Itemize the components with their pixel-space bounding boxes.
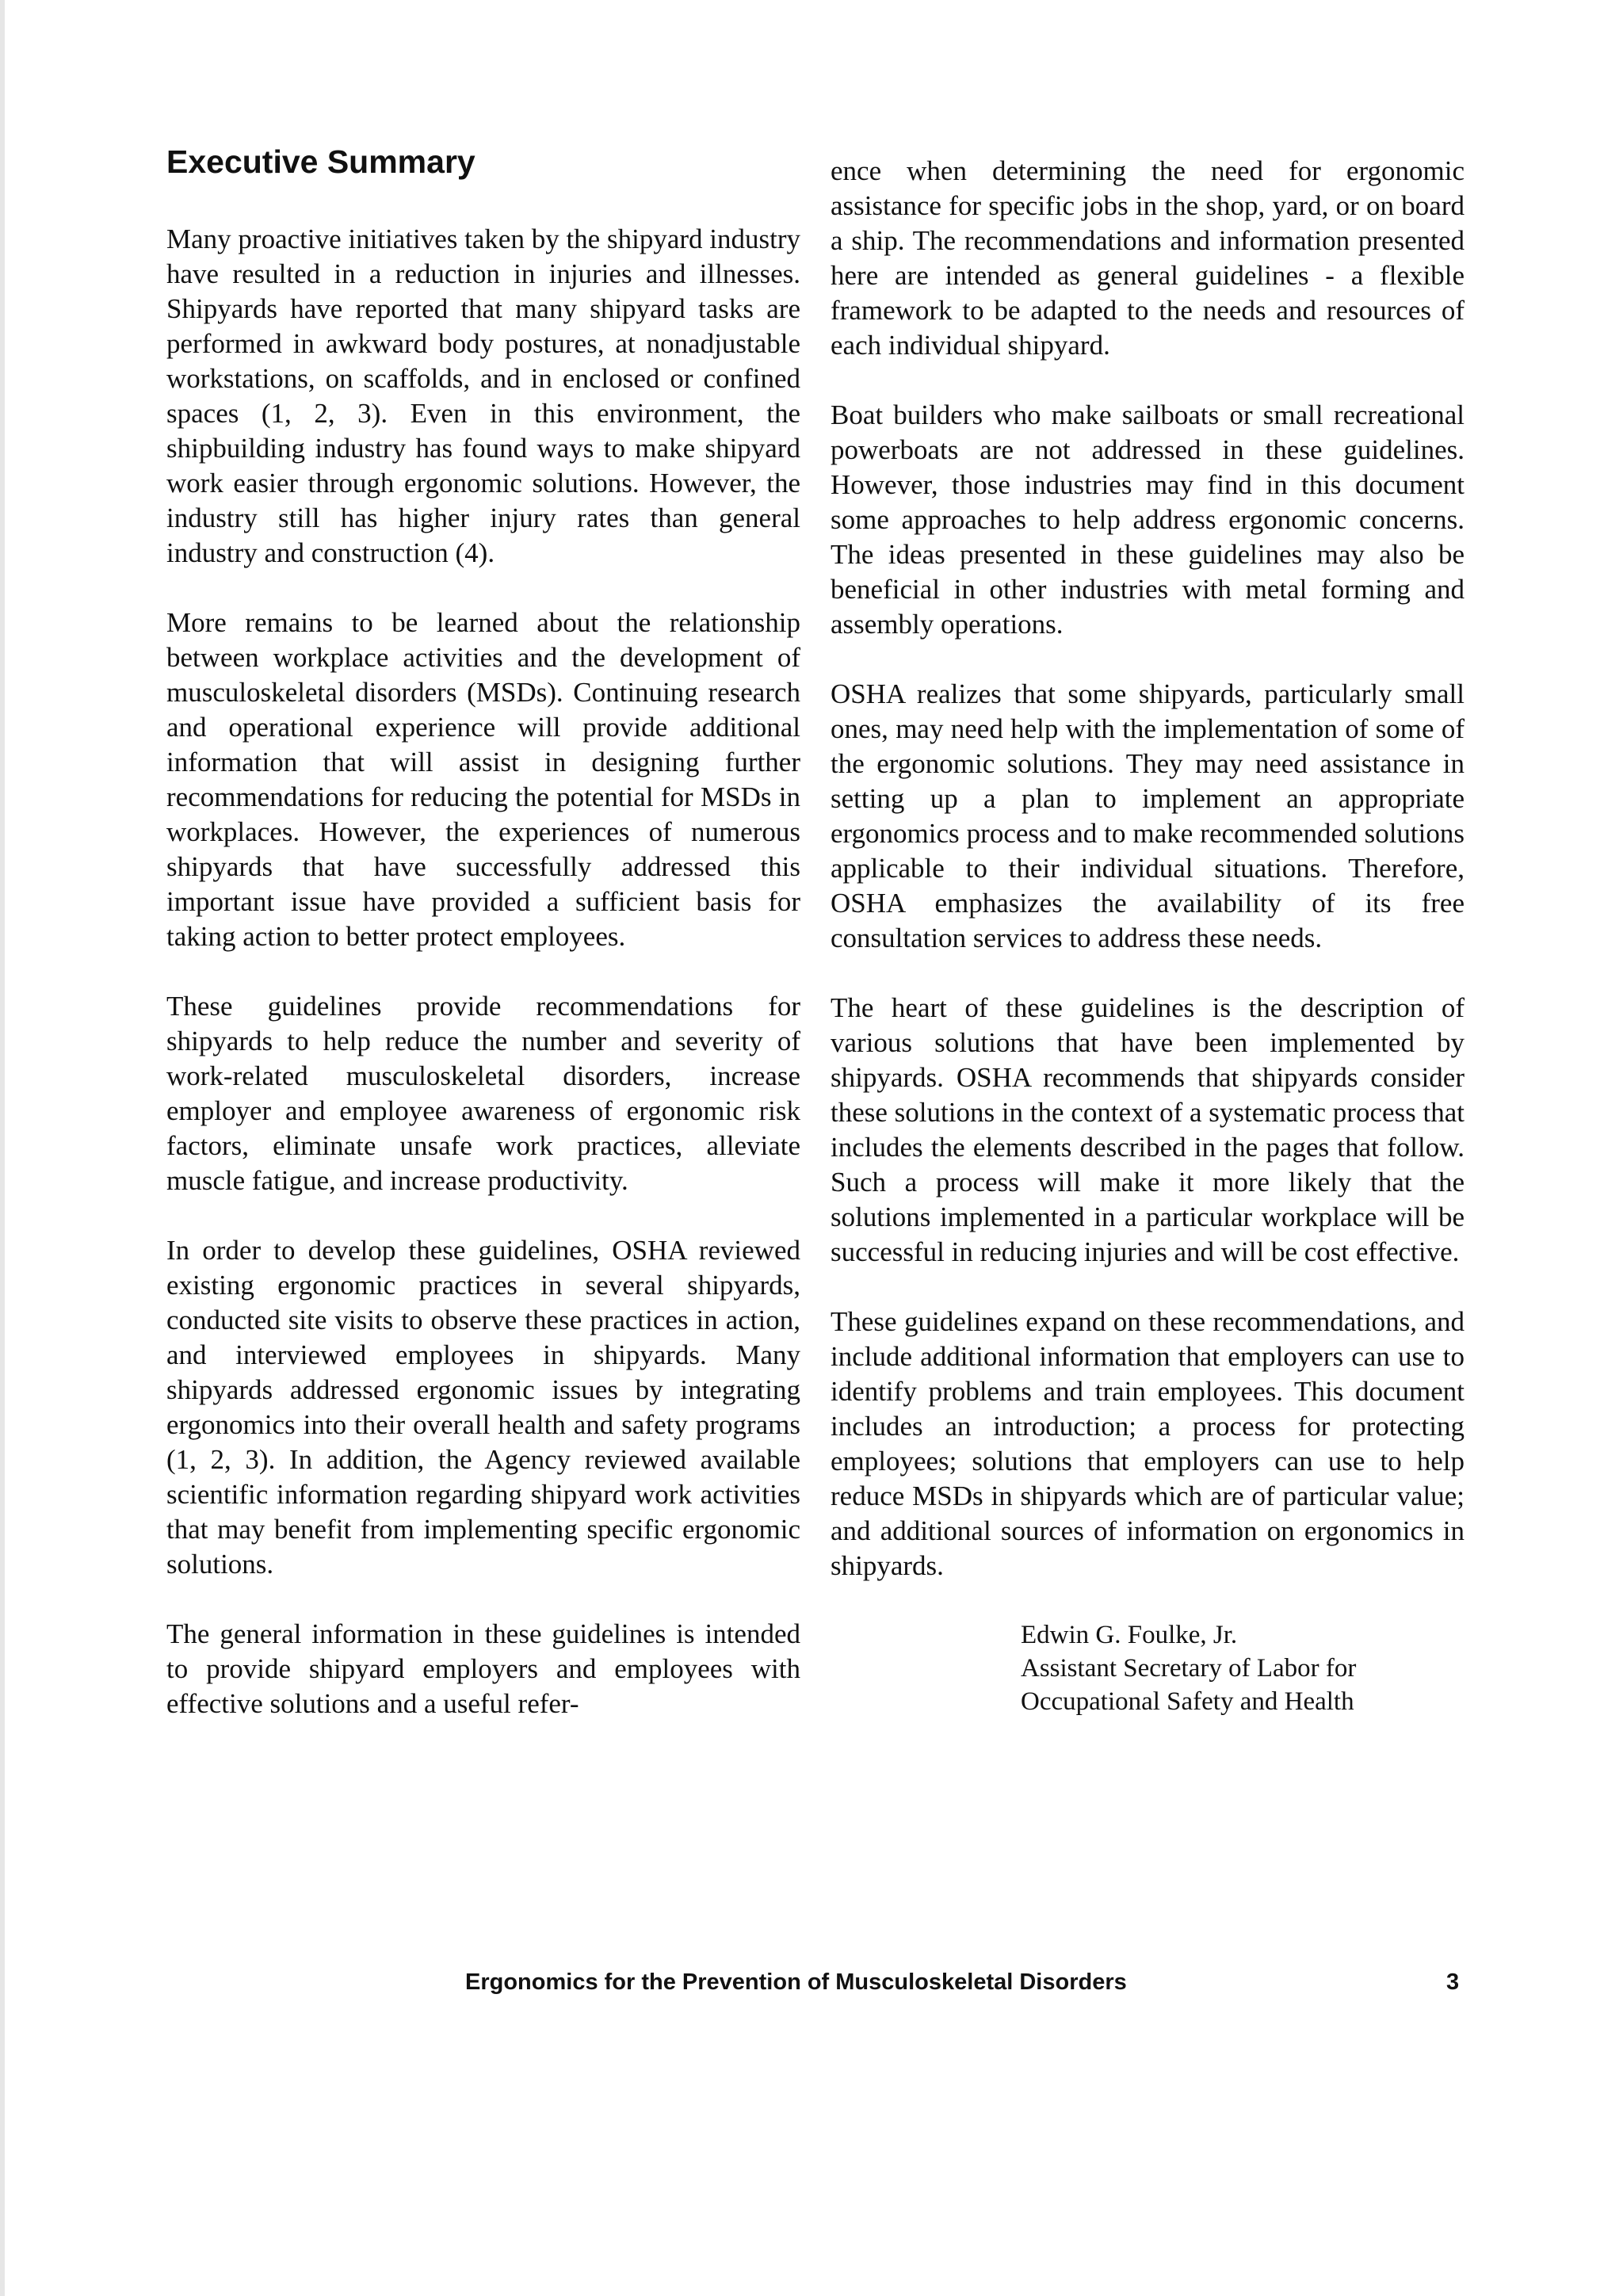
right-column	[831, 154, 1465, 1718]
paragraph-research: More remains to be learned about the relationship between workplace activities and the development of musculoskeletal disorders (MSDs). Continuing research and operational experience will provide additional information that will assist in designing further recommendations for reducing the potential for MSDs in workplaces. However, the experiences of numerous shipyards that have successfully addressed this important issue have provided a sufficient basis for taking action to better protect employees.	[166, 607, 800, 952]
signature-title-line2: Occupational Safety and Health	[1021, 1687, 1354, 1716]
paragraph-development: In order to develop these guidelines, OSHA reviewed existing ergonomic practices in several shipyards, conducted site visits to observe these practices in action, and interviewed employees in shipyards. Many shipyards addressed ergonomic issues by integrating ergonomics into their overall health and safety programs (1, 2, 3). In addition, the Agency reviewed available scientific information regarding shipyard work activities that may benefit from implementing specific ergonomic solutions.	[166, 1235, 800, 1580]
footer-title: Ergonomics for the Prevention of Musculoskeletal Disorders	[465, 1969, 1127, 1995]
left-column	[166, 141, 800, 1756]
paragraph-continuation: ence when determining the need for ergonomic assistance for specific jobs in the shop, yard, or on board a ship. The recommendations and information presented here are intended as general guidelines - a flexible framework to be adapted to the needs and resources of each individual shipyard.	[831, 155, 1465, 361]
paragraph-expansion: These guidelines expand on these recommendations, and include additional information that employers can use to identify problems and train employees. This document includes an introduction; a process for protecting employees; solutions that employers can use to help reduce MSDs in shipyards which are of particular value; and additional sources of information on ergonomics in shipyards.	[831, 1306, 1465, 1581]
page-number: 3	[1446, 1969, 1460, 1995]
signature-block	[1021, 1618, 1465, 1718]
signature-title-line1: Assistant Secretary of Labor for	[1021, 1654, 1357, 1683]
page-edge	[0, 0, 5, 2296]
signature-name: Edwin G. Foulke, Jr.	[1021, 1621, 1238, 1649]
page-title: Executive Summary	[166, 143, 475, 180]
paragraph-solutions: The heart of these guidelines is the description of various solutions that have been implemented by shipyards. OSHA recommends that shipyards consider these solutions in the context of a systematic process that includes the elements described in the pages that follow. Such a process will make it more likely that the solutions implemented in a particular workplace will be successful in reducing injuries and will be cost effective.	[831, 992, 1465, 1267]
paragraph-guidelines: These guidelines provide recommendations for shipyards to help reduce the number and severity of work-related musculoskeletal disorders, increase employer and employee awareness of ergonomic risk factors, eliminate unsafe work practices, alleviate muscle fatigue, and increase productivity.	[166, 991, 800, 1196]
paragraph-general-info: The general information in these guidelines is intended to provide shipyard employers and employees with effective solutions and a useful refer-	[166, 1618, 800, 1719]
paragraph-osha-assistance: OSHA realizes that some shipyards, particularly small ones, may need help with the implementation of some of the ergonomic solutions. They may need assistance in setting up a plan to implement an appropriate ergonomics process and to make recommended solutions applicable to their individual situations. Therefore, OSHA emphasizes the availability of its free consultation services to address these needs.	[831, 678, 1465, 953]
paragraph-intro: Many proactive initiatives taken by the shipyard industry have resulted in a reduction in injuries and illnesses. Shipyards have reported that many shipyard tasks are performed in awkward body postures, at nonadjustable workstations, on scaffolds, and in enclosed or confined spaces (1, 2, 3). Even in this environment, the shipbuilding industry has found ways to make shipyard work easier through ergonomic solutions. However, the industry still has higher injury rates than general industry and construction (4).	[166, 223, 800, 568]
paragraph-boat-builders: Boat builders who make sailboats or small recreational powerboats are not addressed in these guidelines. However, those industries may find in this document some approaches to help address ergonomic concerns. The ideas presented in these guidelines may also be beneficial in other industries with metal forming and assembly operations.	[831, 399, 1465, 640]
